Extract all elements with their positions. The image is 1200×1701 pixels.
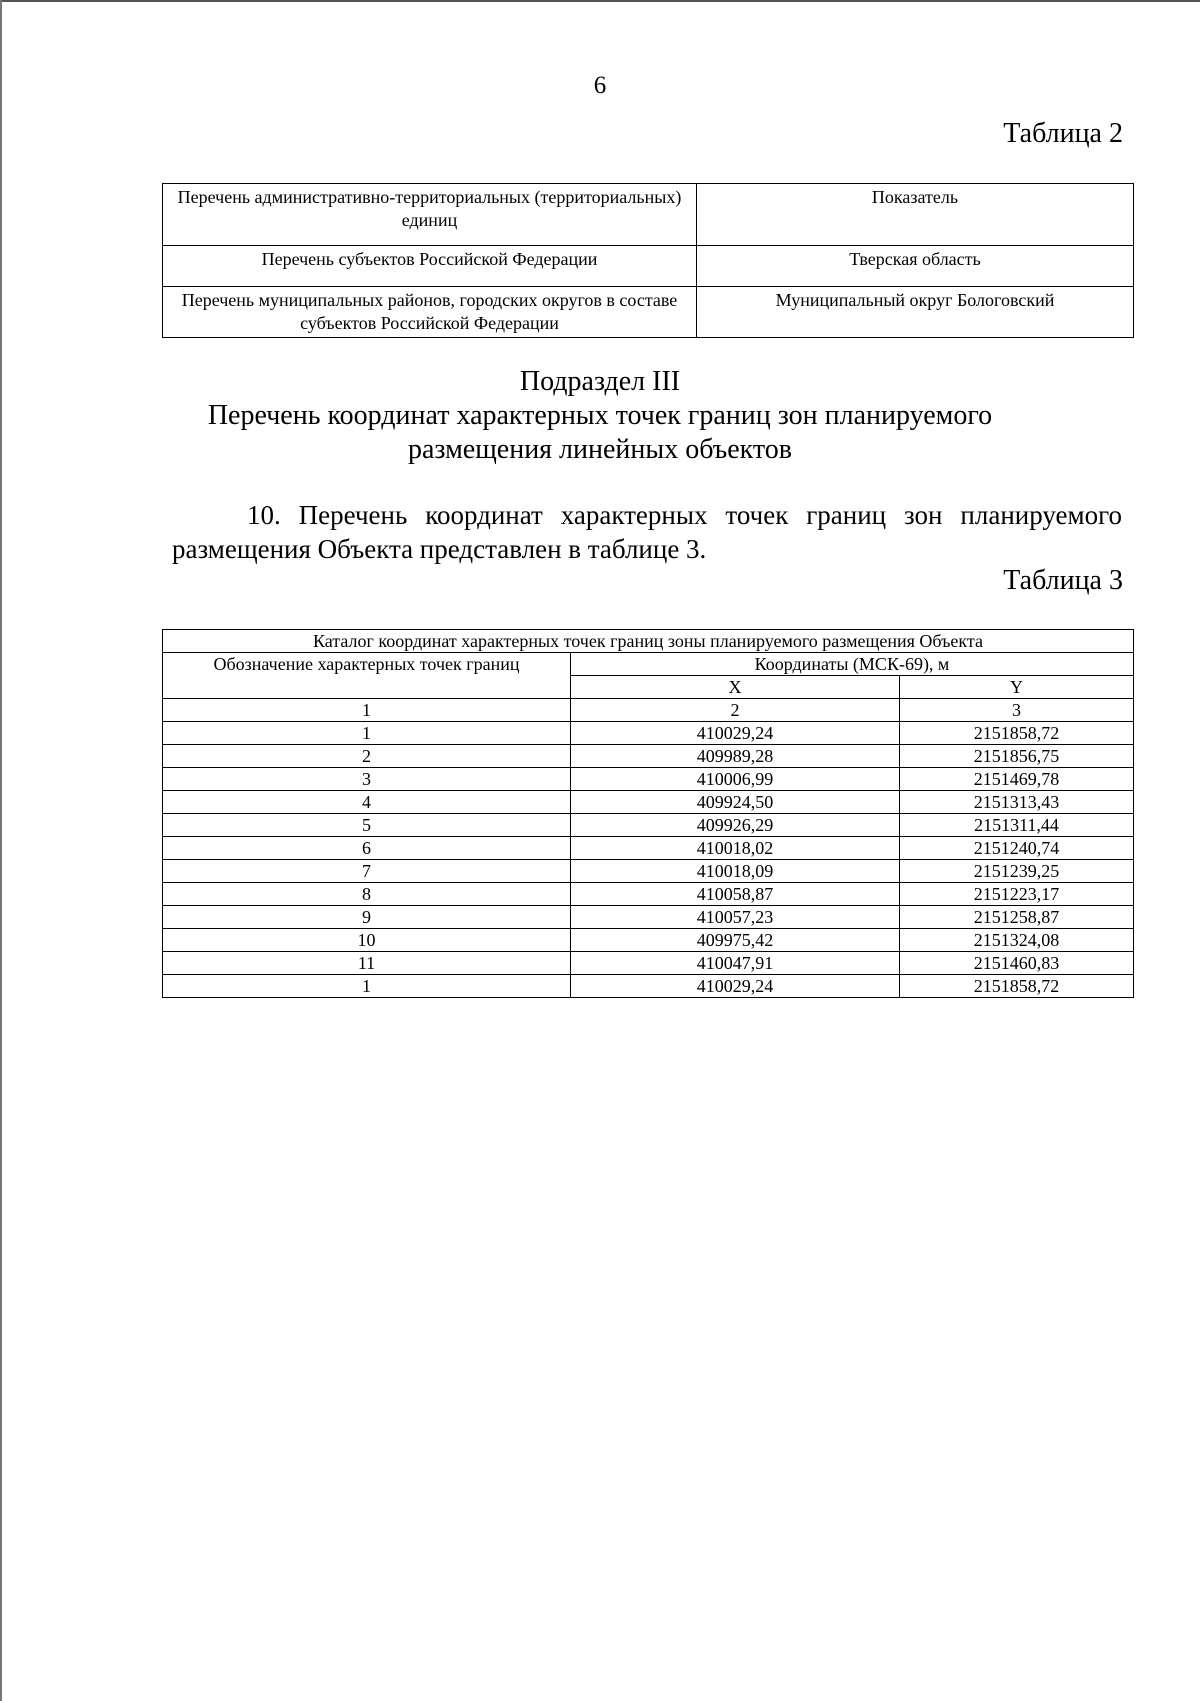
x-coordinate-cell: 410057,23: [571, 906, 900, 929]
table2-cell: Перечень субъектов Российской Федерации: [163, 246, 697, 287]
table3-number-cell: 2: [571, 699, 900, 722]
point-number-cell: 8: [163, 883, 571, 906]
table2-cell: Перечень муниципальных районов, городских округов в составе субъектов Российской Федерации: [163, 287, 697, 338]
y-coordinate-cell: 2151469,78: [900, 768, 1134, 791]
y-coordinate-cell: 2151324,08: [900, 929, 1134, 952]
table-row: [163, 814, 1134, 837]
page-number: 6: [593, 72, 607, 99]
table-row: [163, 768, 1134, 791]
table2-cell: Тверская область: [697, 246, 1134, 287]
table3-label: Таблица 3: [1003, 565, 1123, 596]
page-edge-top: [0, 0, 1200, 2]
x-coordinate-cell: 410029,24: [571, 975, 900, 998]
x-coordinate-cell: 410047,91: [571, 952, 900, 975]
y-coordinate-cell: 2151223,17: [900, 883, 1134, 906]
y-coordinate-cell: 2151856,75: [900, 745, 1134, 768]
table-row: [163, 246, 1134, 287]
subsection-heading: [0, 365, 1200, 467]
table2-cell: Перечень административно-территориальных (территориальных) единиц: [163, 184, 697, 246]
x-coordinate-cell: 409926,29: [571, 814, 900, 837]
x-coordinate-cell: 409924,50: [571, 791, 900, 814]
table3-header-row: [163, 653, 1134, 676]
point-number-cell: 7: [163, 860, 571, 883]
table-row: [163, 791, 1134, 814]
table3-numbering-row: [163, 699, 1134, 722]
table2-label: Таблица 2: [1003, 118, 1123, 149]
table-row: [163, 883, 1134, 906]
point-number-cell: 10: [163, 929, 571, 952]
y-coordinate-cell: 2151239,25: [900, 860, 1134, 883]
y-coordinate-cell: 2151313,43: [900, 791, 1134, 814]
subsection-title: Подраздел III: [519, 366, 681, 397]
table-row: [163, 906, 1134, 929]
x-coordinate-cell: 410018,09: [571, 860, 900, 883]
table-row: [163, 929, 1134, 952]
table-row: [163, 975, 1134, 998]
table3-x-header: X: [571, 676, 900, 699]
y-coordinate-cell: 2151311,44: [900, 814, 1134, 837]
table-row: [163, 952, 1134, 975]
table3-number-cell: 1: [163, 699, 571, 722]
paragraph-10: 10. Перечень координат характерных точек границ зон планируемого размещения Объекта представлен в таблице 3.: [172, 500, 1122, 564]
point-number-cell: 2: [163, 745, 571, 768]
point-number-cell: 11: [163, 952, 571, 975]
y-coordinate-cell: 2151858,72: [900, 975, 1134, 998]
y-coordinate-cell: 2151240,74: [900, 837, 1134, 860]
table3: [162, 629, 1134, 998]
x-coordinate-cell: 409989,28: [571, 745, 900, 768]
table2: [162, 183, 1134, 338]
table3-y-header: Y: [900, 676, 1134, 699]
table-row: [163, 745, 1134, 768]
x-coordinate-cell: 409975,42: [571, 929, 900, 952]
x-coordinate-cell: 410006,99: [571, 768, 900, 791]
table-row: [163, 722, 1134, 745]
point-number-cell: 5: [163, 814, 571, 837]
table2-cell: Муниципальный округ Бологовский: [697, 287, 1134, 338]
y-coordinate-cell: 2151460,83: [900, 952, 1134, 975]
table3-point-header: Обозначение характерных точек границ: [163, 653, 571, 699]
table3-number-cell: 3: [900, 699, 1134, 722]
point-number-cell: 6: [163, 837, 571, 860]
point-number-cell: 4: [163, 791, 571, 814]
table-row: [163, 837, 1134, 860]
table3-coords-header: Координаты (МСК-69), м: [571, 653, 1134, 676]
point-number-cell: 1: [163, 722, 571, 745]
subsection-heading-line2: размещения линейных объектов: [407, 434, 792, 465]
y-coordinate-cell: 2151858,72: [900, 722, 1134, 745]
point-number-cell: 1: [163, 975, 571, 998]
table3-caption: Каталог координат характерных точек границ зоны планируемого размещения Объекта: [163, 630, 1134, 653]
x-coordinate-cell: 410058,87: [571, 883, 900, 906]
table-row: [163, 184, 1134, 246]
page-edge-left: [0, 0, 2, 1701]
table3-caption-row: [163, 630, 1134, 653]
subsection-heading-line1: Перечень координат характерных точек границ зон планируемого: [207, 400, 993, 431]
point-number-cell: 9: [163, 906, 571, 929]
x-coordinate-cell: 410029,24: [571, 722, 900, 745]
point-number-cell: 3: [163, 768, 571, 791]
table2-cell: Показатель: [697, 184, 1134, 246]
table-row: [163, 860, 1134, 883]
table-row: [163, 287, 1134, 338]
y-coordinate-cell: 2151258,87: [900, 906, 1134, 929]
x-coordinate-cell: 410018,02: [571, 837, 900, 860]
